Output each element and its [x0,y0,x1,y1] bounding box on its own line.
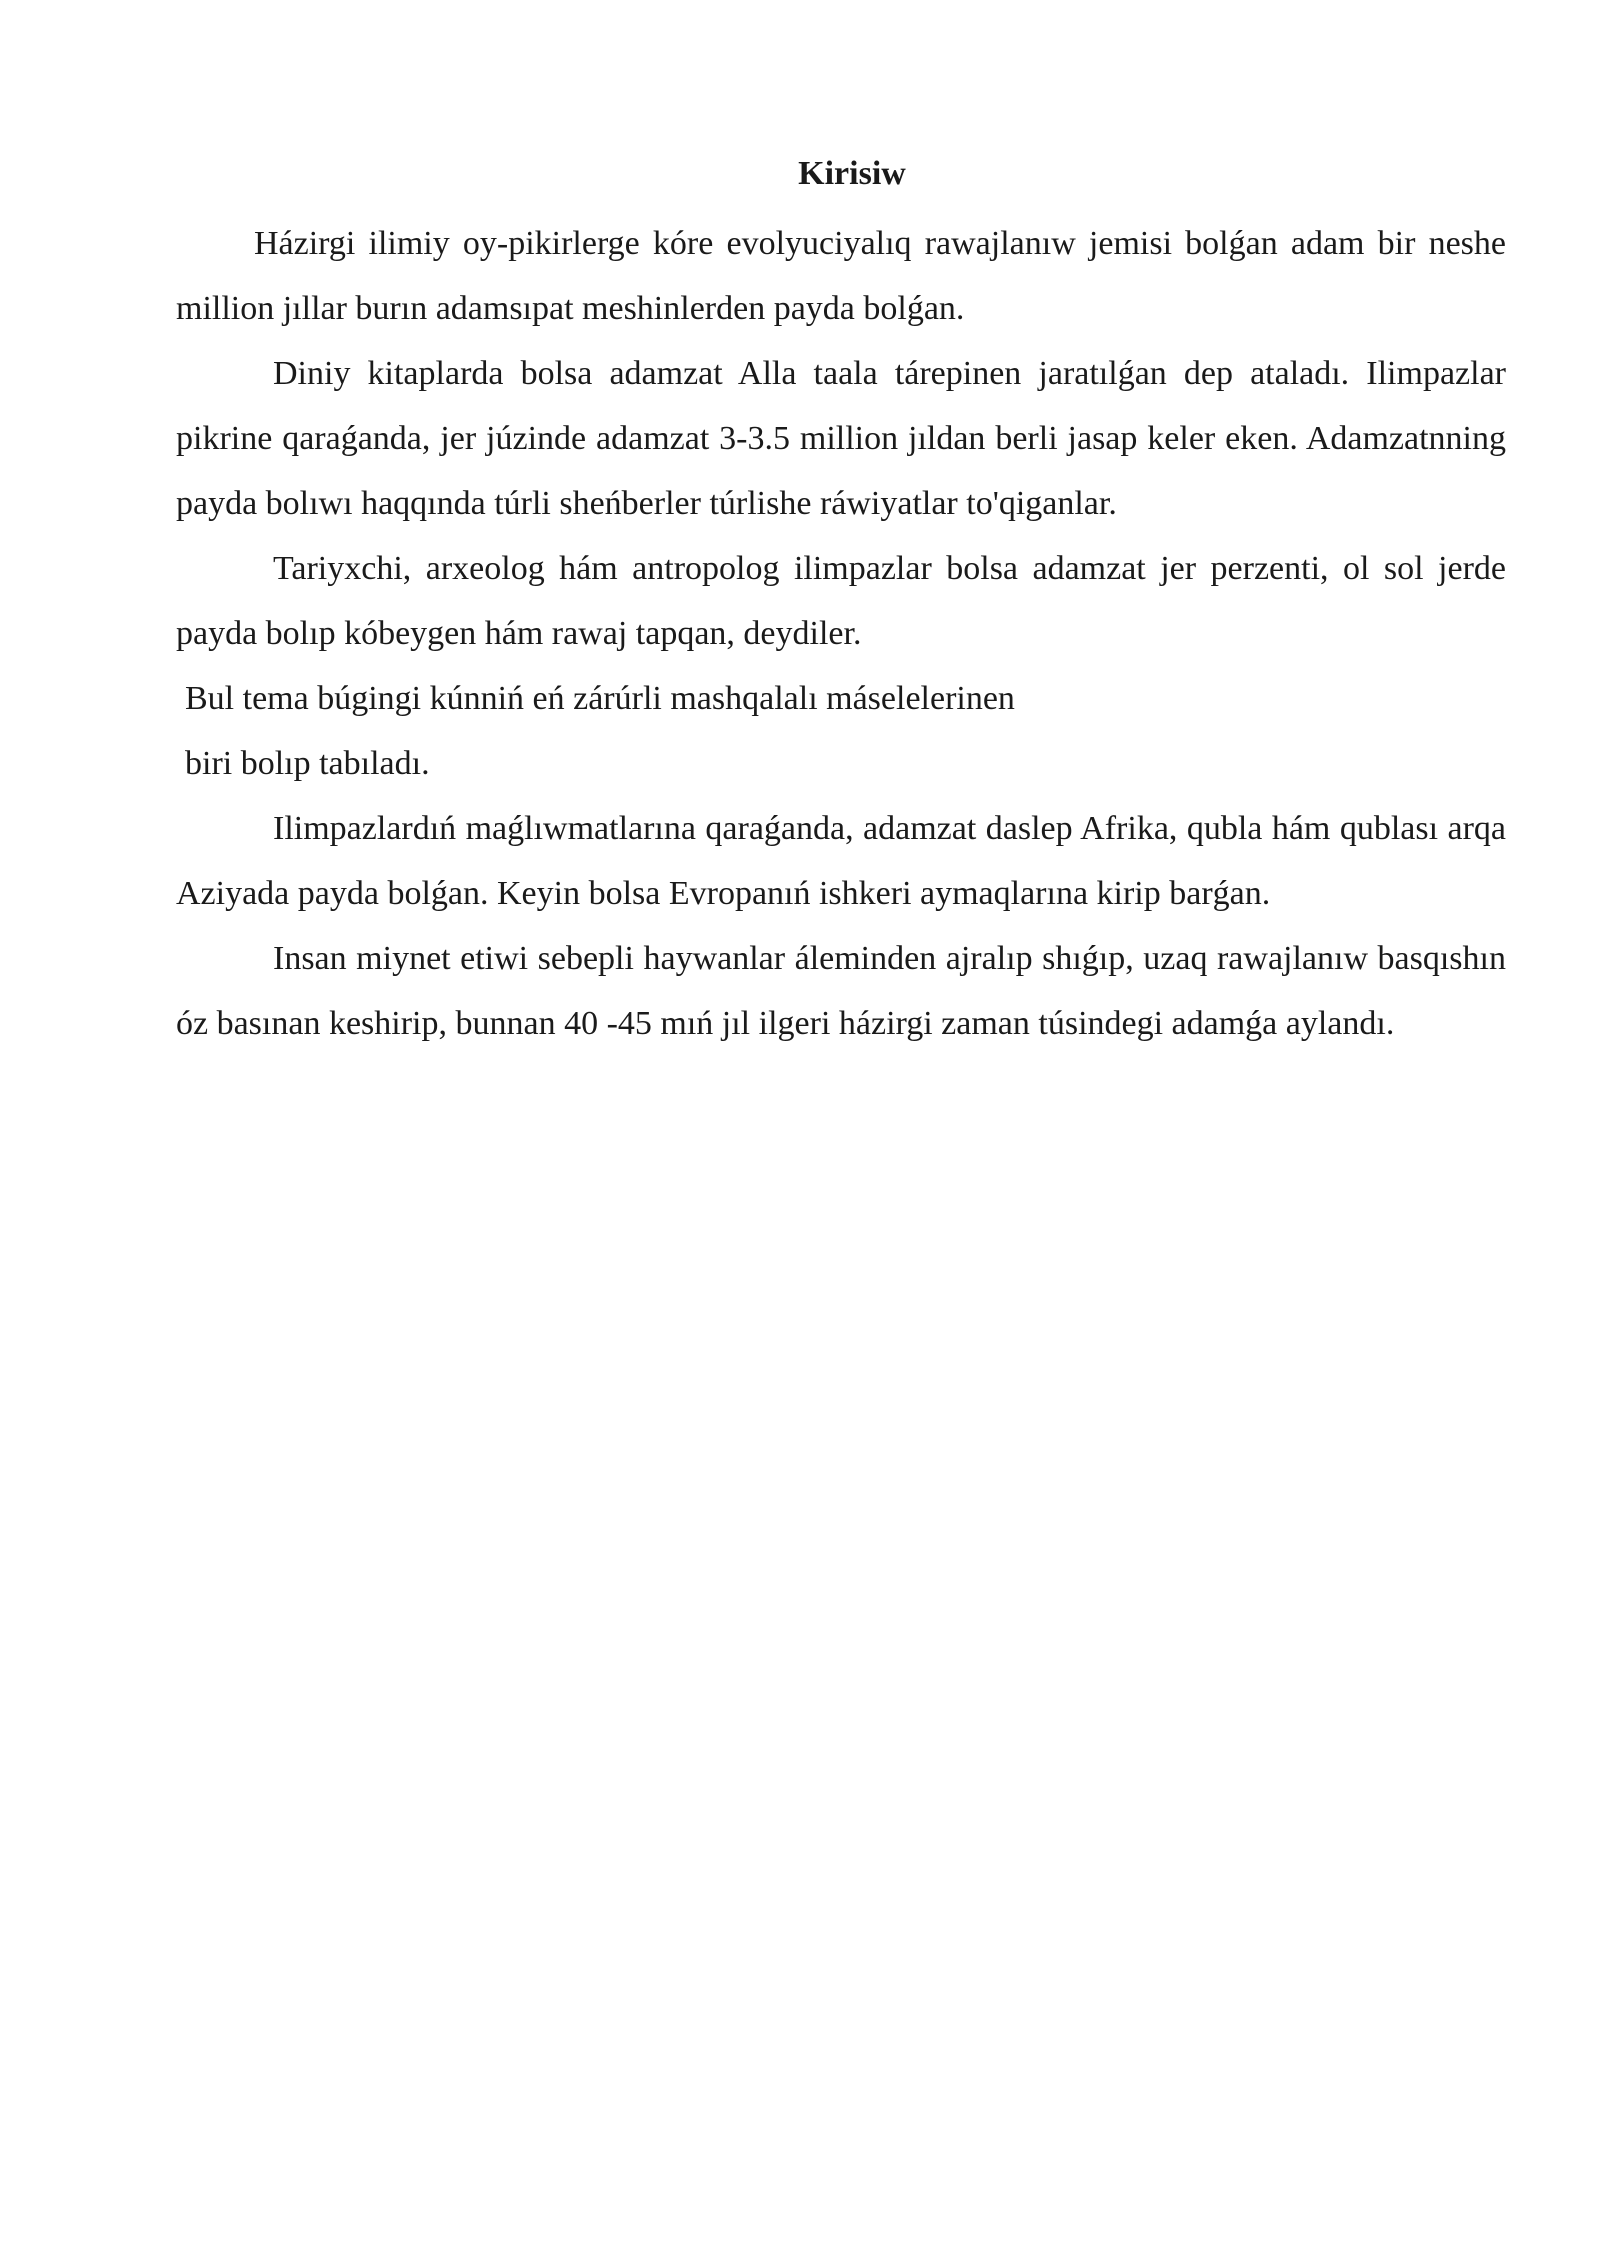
document-title: Kirisiw [798,155,906,192]
paragraph-2: Diniy kitaplarda bolsa adamzat Alla taala tárepinen jaratılǵan dep ataladı. Ilimpazlar pikrine qaraǵanda, jer júzinde adamzat 3-3.5 million jıldan berli jasap keler eken. Adamzatnning payda bolıwı haqqında túrli sheńberler túrlishe ráwiyatlar to'qiganlar. [176,355,1506,522]
paragraph-4-line-1: Bul tema búgingi kúnniń eń zárúrli mashqalalı máselelerinen [185,680,1015,717]
paragraph-6: Insan miynet etiwi sebepli haywanlar áleminden ajralıp shıǵıp, uzaq rawajlanıw basqıshın óz basınan keshirip, bunnan 40 -45 mıń jıl ilgeri házirgi zaman túsindegi adamǵa aylandı. [176,940,1506,1042]
document-body [176,145,1506,1056]
paragraph-5: Ilimpazlardıń maǵlıwmatlarına qaraǵanda, adamzat daslep Afrika, qubla hám qublası arqa Aziyada payda bolǵan. Keyin bolsa Evropanıń ishkeri aymaqlarına kirip barǵan. [176,810,1506,912]
paragraph-4-line-2: biri bolıp tabıladı. [185,745,430,782]
paragraph-3: Tariyxchi, arxeolog hám antropolog ilimpazlar bolsa adamzat jer perzenti, ol sol jerde payda bolıp kóbeygen hám rawaj tapqan, deydiler. [176,550,1506,652]
paragraph-1: Házirgi ilimiy oy-pikirlerge kóre evolyuciyalıq rawajlanıw jemisi bolǵan adam bir neshe million jıllar burın adamsıpat meshinlerden payda bolǵan. [176,225,1506,327]
